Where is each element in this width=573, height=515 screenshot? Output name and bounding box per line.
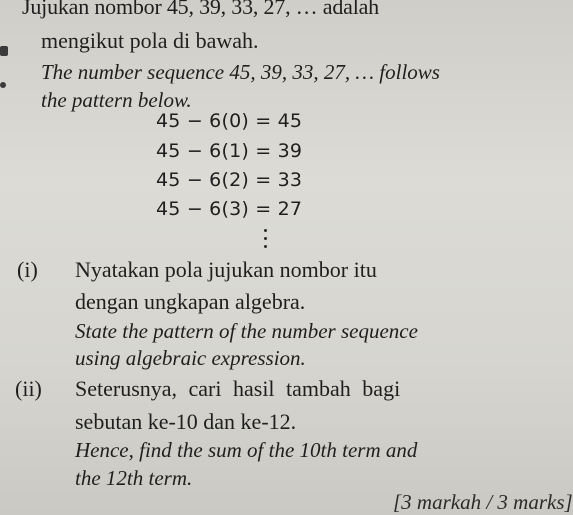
- marks-label: [3 markah / 3 marks]: [393, 490, 573, 514]
- bullet-marker: [0, 46, 8, 56]
- continuation-dots: [264, 229, 268, 249]
- pattern-equation: 45 − 6(3) = 27: [156, 198, 303, 220]
- part-ii-english-line1: Hence, find the sum of the 10th term and: [75, 438, 418, 462]
- part-i-malay-line2: dengan ungkapan algebra.: [75, 289, 306, 314]
- part-i-english-line1: State the pattern of the number sequence: [75, 319, 418, 343]
- pattern-equation: 45 − 6(2) = 33: [156, 169, 303, 191]
- question-intro-english-line2: the pattern below.: [41, 88, 192, 112]
- pattern-equation: 45 − 6(0) = 45: [156, 110, 303, 132]
- part-i-english-line2: using algebraic expression.: [75, 346, 306, 370]
- part-ii-english-line2: the 12th term.: [75, 466, 193, 490]
- part-i-malay-line1: Nyatakan pola jujukan nombor itu: [75, 257, 377, 282]
- question-intro-english: The number sequence 45, 39, 33, 27, … follows: [41, 60, 440, 84]
- part-ii-malay-line2: sebutan ke-10 dan ke-12.: [75, 409, 297, 434]
- part-number: (i): [17, 257, 38, 282]
- part-ii-malay-line1: Seterusnya, cari hasil tambah bagi: [75, 376, 401, 401]
- question-intro-malay-line2: mengikut pola di bawah.: [41, 28, 259, 53]
- bullet-marker: [0, 82, 6, 88]
- question-intro-malay: Jujukan nombor 45, 39, 33, 27, … adalah: [22, 0, 379, 19]
- part-number: (ii): [15, 376, 42, 401]
- pattern-equation: 45 − 6(1) = 39: [156, 140, 303, 162]
